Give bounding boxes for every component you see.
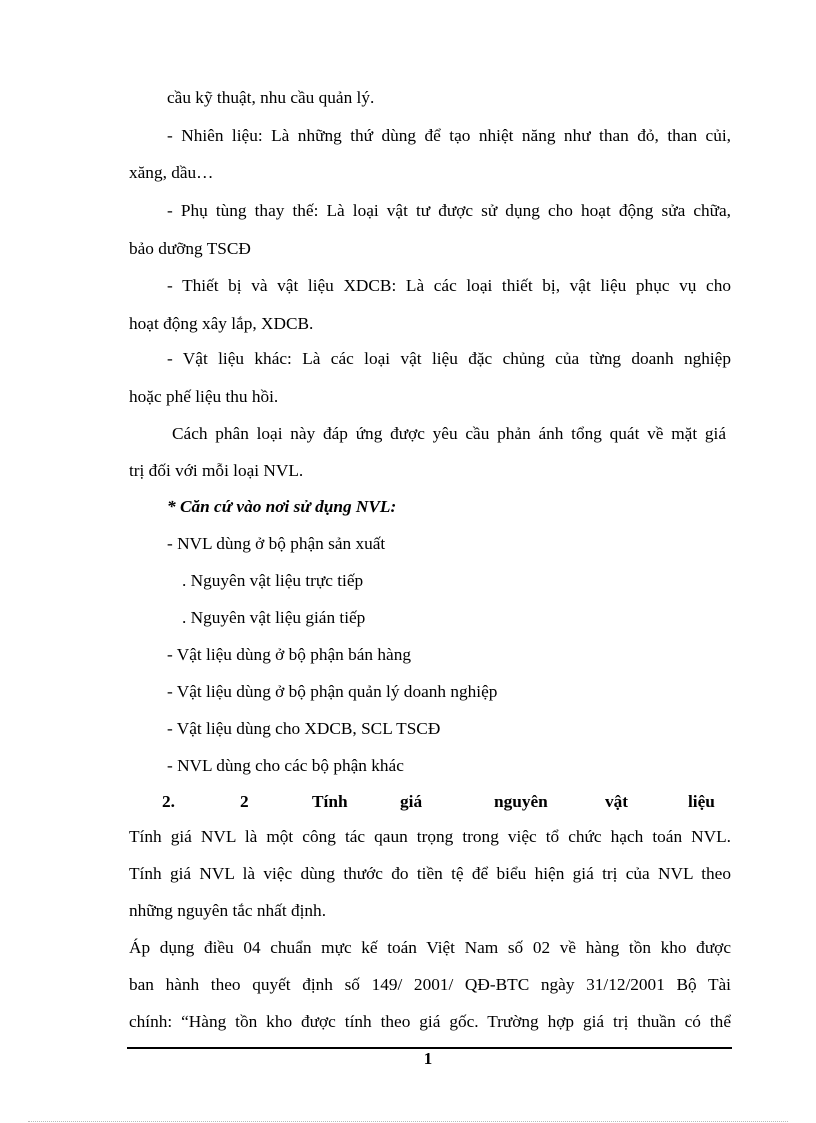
list-item: - NVL dùng ở bộ phận sản xuất bbox=[167, 534, 386, 553]
heading-word: liệu bbox=[688, 792, 715, 811]
text-line: hoạt động xây lắp, XDCB. bbox=[129, 314, 314, 333]
list-item: . Nguyên vật liệu gián tiếp bbox=[182, 608, 366, 627]
text-line: chính: “Hàng tồn kho được tính theo giá gốc. Trường hợp giá trị thuần có thể bbox=[129, 1012, 731, 1031]
list-item: . Nguyên vật liệu trực tiếp bbox=[182, 571, 364, 590]
heading-word: Tính bbox=[312, 792, 348, 811]
heading-word: vật bbox=[605, 792, 629, 811]
list-item: - Vật liệu dùng ở bộ phận bán hàng bbox=[167, 645, 411, 664]
section-heading: * Căn cứ vào nơi sử dụng NVL: bbox=[167, 497, 397, 516]
list-item: - Vật liệu dùng cho XDCB, SCL TSCĐ bbox=[167, 719, 441, 738]
text-line: bảo dưỡng TSCĐ bbox=[129, 239, 251, 258]
heading-number: 2. bbox=[162, 792, 175, 811]
page-bottom-border bbox=[28, 1121, 788, 1122]
text-line: hoặc phế liệu thu hồi. bbox=[129, 387, 279, 406]
heading-word: giá bbox=[400, 792, 423, 811]
text-line: - Vật liệu khác: Là các loại vật liệu đặc chủng của từng doanh nghiệp bbox=[167, 349, 731, 368]
text-line: xăng, dầu… bbox=[129, 163, 214, 182]
text-line: Tính giá NVL là việc dùng thước đo tiền tệ để biểu hiện giá trị của NVL theo bbox=[129, 864, 731, 883]
text-line: trị đối với mỗi loại NVL. bbox=[129, 461, 304, 480]
text-line: ban hành theo quyết định số 149/ 2001/ QĐ-BTC ngày 31/12/2001 Bộ Tài bbox=[129, 975, 731, 994]
text-line: - Phụ tùng thay thế: Là loại vật tư được sử dụng cho hoạt động sửa chữa, bbox=[167, 201, 731, 220]
text-line: cầu kỹ thuật, nhu cầu quản lý. bbox=[167, 88, 375, 107]
text-line: Áp dụng điều 04 chuẩn mực kế toán Việt Nam số 02 về hàng tồn kho được bbox=[129, 938, 731, 957]
text-line: - Nhiên liệu: Là những thứ dùng để tạo nhiệt năng như than đỏ, than củi, bbox=[167, 126, 731, 145]
list-item: - NVL dùng cho các bộ phận khác bbox=[167, 756, 404, 775]
list-item: - Vật liệu dùng ở bộ phận quản lý doanh nghiệp bbox=[167, 682, 498, 701]
heading-word: nguyên bbox=[494, 792, 548, 811]
text-line: - Thiết bị và vật liệu XDCB: Là các loại thiết bị, vật liệu phục vụ cho bbox=[167, 276, 731, 295]
text-line: Cách phân loại này đáp ứng được yêu cầu phản ánh tổng quát về mặt giá bbox=[172, 424, 726, 443]
page-number: 1 bbox=[423, 1049, 433, 1068]
text-line: những nguyên tắc nhất định. bbox=[129, 901, 327, 920]
heading-number: 2 bbox=[240, 792, 249, 811]
text-line: Tính giá NVL là một công tác qaun trọng trong việc tổ chức hạch toán NVL. bbox=[129, 827, 731, 846]
